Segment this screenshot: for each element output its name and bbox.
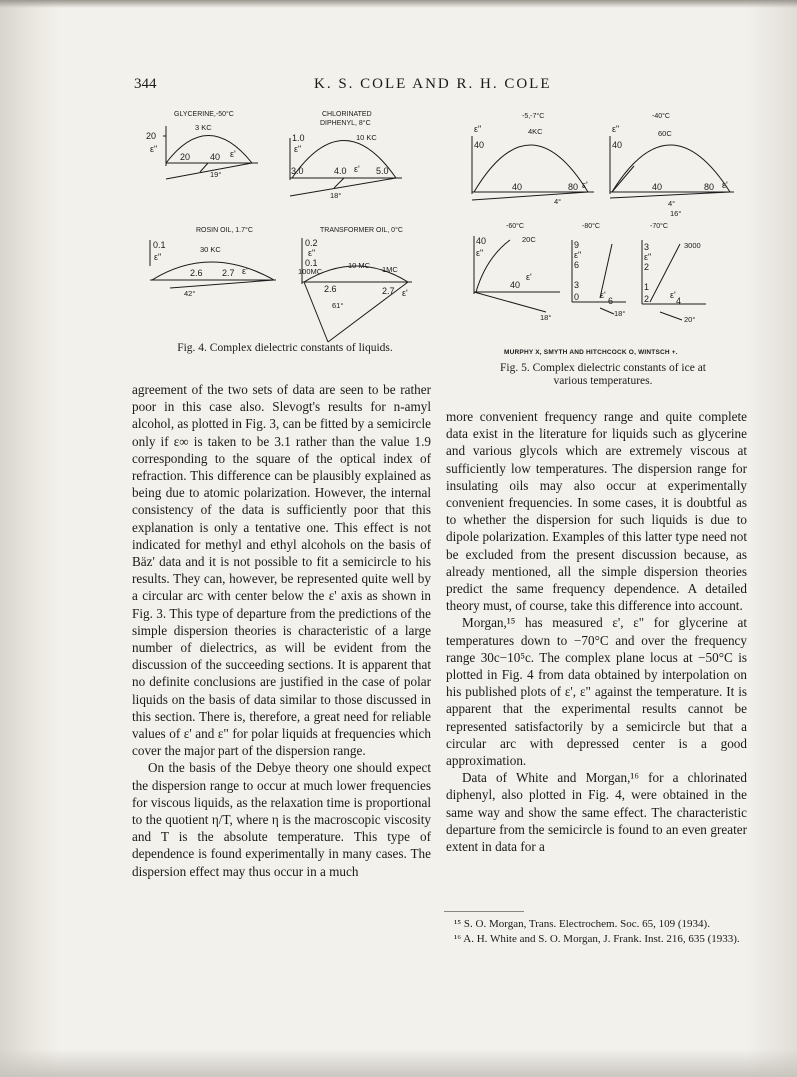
fig4-transformer-xtick-2: 2.7 <box>382 286 395 296</box>
fig4-chlorinated-title-1: CHLORINATED <box>322 111 372 118</box>
fig4-transformer-xtick-1: 2.6 <box>324 284 337 294</box>
fig4-glycerine-arc <box>166 136 252 164</box>
fig5-t5-plot <box>468 108 598 208</box>
fig5-t60-eps1: ε' <box>526 272 532 282</box>
fig4-transformer-radius-2 <box>328 282 408 342</box>
fig5-t80-angle: 18° <box>614 309 626 318</box>
fig5-t60-title: -60°C <box>506 223 524 230</box>
fig5-t60-ytick: 40 <box>476 236 487 246</box>
fig5-t5-angle: 4° <box>554 197 562 206</box>
fig4-glycerine-xtick-2: 40 <box>210 152 221 162</box>
fig4-glycerine-eps1: ε' <box>230 149 236 159</box>
fig4-caption: Fig. 4. Complex dielectric constants of liquids. <box>177 342 393 354</box>
fig5-t5-radius <box>472 192 588 200</box>
left-paragraph-1: agreement of the two sets of data are seen to be rather poor in this case also. Slevogt's results for n-amyl alcohol, as plotted in Fig. 3, can be fitted by a semicircle only if ε∞ is taken to be 3.1 rather than the value 1.9 corresponding to the square of the optical index of refraction. This difference can be plausibly explained as being due to atomic polarization. However, the internal consistency of the data is sufficiently poor that this explanation is only a tentative one. This effect is not indicated for methyl and ethyl alcohols on the basis of Bäz' data and it is not possible to fit a semicircle to his results. They can, however, be represented quite well by a circular arc with center below the ε' axis as shown in Fig. 3. This type of departure from the predictions of the simple dispersion theories is characteristic of a large number of dielectrics, as will be evident from the discussion of the succeeding sections. It is apparent that no definite conclusions are justified in the case of polar liquids on the basis of data similar to those discussed in this section. There is, therefore, a great need for reliable values of ε' and ε" for polar liquids at frequencies which cover the major part of the dispersion range. <box>132 382 431 759</box>
right-column <box>446 408 747 855</box>
page-header <box>134 76 774 98</box>
fig5-t70-freq: 3000 <box>684 241 701 250</box>
right-paragraph-1: more convenient frequency range and quite complete data exist in the literature for liquids such as glycerine and various glycols which are extremely viscous at sufficiently low temperatures. The dispersion range for insulating oils may also occur at experimentally convenient frequencies. In some cases, it is doubtful as to whether the dispersion for such liquids is due to dipole polarization. Examples of this latter type need not be excluded from the present discussion because, as already mentioned, all the simple dispersion theories predict the same frequency dependence. A detailed theory must, of course, take this difference into account. <box>446 409 747 614</box>
fig5-t40-eps2: ε" <box>612 124 620 134</box>
fig5-t40-angle-2: 16° <box>670 209 682 218</box>
fig5-t70-ytick-1: 3 <box>644 242 650 252</box>
fig4-chlorinated-angle: 18° <box>330 191 342 200</box>
fig5-t80-title: -80°C <box>582 223 600 230</box>
fig4-transformer-freq-1: 10 MC <box>348 261 371 270</box>
fig4-chlorinated-ytick: 1.0 <box>292 133 305 143</box>
fig4-chlorinated-radius <box>290 178 396 196</box>
fig5-t70-ytick-2: 2 <box>644 262 650 272</box>
fig4-glycerine-ytick: 20 <box>146 131 157 141</box>
fig5-t40-title: -40°C <box>652 113 670 120</box>
right-paragraph-2: Morgan,¹⁵ has measured ε', ε" for glycerine at temperatures down to −70°C and over the frequency range 30c−10⁵c. The complex plane locus at −50°C is plotted in Fig. 4 from data obtained by interpolation on his published plots of ε', ε" against the temperature. It is apparent that the experimental results cannot be represented satisfactorily by a semicircle but that a circular arc with depressed center is a good approximation. <box>446 615 747 769</box>
footnote-16: ¹⁶ A. H. White and S. O. Morgan, J. Frank. Inst. 216, 635 (1933). <box>454 932 740 945</box>
fig5-t5-xtick-2: 80 <box>568 182 579 192</box>
fig5-t5-eps2: ε" <box>474 124 482 134</box>
fig4-transformer-freq-2: 1MC <box>382 265 398 274</box>
fig5-t80-xtick-2: 6 <box>608 296 614 306</box>
page-edge-bottom <box>0 1049 797 1077</box>
fig5-t5-freq: 4KC <box>528 127 543 136</box>
page-edge-left <box>0 0 60 1077</box>
fig5-t80-ytick-3: 3 <box>574 280 580 290</box>
fig5-t5-title: -5,-7°C <box>522 113 545 120</box>
fig5-t70-ytick-3: 1 <box>644 282 650 292</box>
fig4-glycerine-eps2: ε" <box>150 144 158 154</box>
right-paragraph-3: Data of White and Morgan,¹⁶ for a chlorinated diphenyl, also plotted in Fig. 4, were obtained in the same way and show the same effect. The characteristic departure from the semicircle is found to an even greater extent in data for a <box>446 770 747 855</box>
fig5-caption-line-2: various temperatures. <box>553 375 653 387</box>
fig4-chlorinated-eps2: ε" <box>294 144 302 154</box>
fig5-t60-xtick: 40 <box>510 280 521 290</box>
fig5-t40-plot <box>606 108 738 220</box>
footnote-rule <box>444 911 524 912</box>
fig4-rosin-plot <box>140 224 280 304</box>
fig5-t80-eps2: ε" <box>574 250 582 260</box>
fig5-t80-ytick-2: 6 <box>574 260 580 270</box>
fig4-chlorinated-xtick-3: 5.0 <box>376 166 389 176</box>
page-edge-right <box>747 0 797 1077</box>
left-paragraph-2: On the basis of the Debye theory one should expect the dispersion range to occur at much lower frequencies for viscous liquids, as the relaxation time is proportional to the quotient η/T, where η is the macroscopic viscosity and T is the absolute temperature. This type of dependence is found experimentally in many cases. The dispersion effect may thus occur in a much <box>132 760 431 879</box>
fig4-rosin-title: ROSIN OIL, 1.7°C <box>196 227 253 234</box>
fig5-t40-line <box>612 166 634 192</box>
fig4-glycerine-freq: 3 KC <box>195 123 212 132</box>
left-column <box>132 381 431 880</box>
fig5-t70-plot <box>636 218 726 328</box>
running-title: K. S. COLE AND R. H. COLE <box>314 76 552 92</box>
fig4-transformer-ytick-2: 0.1 <box>305 258 318 268</box>
fig4-rosin-eps1: ε' <box>242 266 248 276</box>
fig4-transformer-angle: 61° <box>332 301 344 310</box>
fig4-glycerine-angle: 19° <box>210 170 222 179</box>
footnotes <box>444 918 745 947</box>
fig5-t60-eps2: ε" <box>476 248 484 258</box>
fig5-caption <box>468 362 738 388</box>
fig4-rosin-arc <box>152 262 274 280</box>
fig4-chlorinated-plot <box>284 108 414 198</box>
page-number: 344 <box>134 76 157 92</box>
fig4-glycerine-title: GLYCERINE,-50°C <box>174 111 234 118</box>
footnote-15: ¹⁵ S. O. Morgan, Trans. Electrochem. Soc. 65, 109 (1934). <box>454 918 710 930</box>
fig4-transformer-plot <box>296 224 426 354</box>
fig5-caption-line-1: Fig. 5. Complex dielectric constants of ice at <box>500 362 706 374</box>
fig5-t70-xtick-1: 2 <box>644 294 650 304</box>
fig4-chlorinated-title-2: DIPHENYL, 8°C <box>320 120 371 127</box>
fig5-t70-angle: 20° <box>684 315 696 324</box>
fig5-t5-eps1: ε' <box>582 180 588 190</box>
fig4-transformer-lowfreq: 100MC <box>298 267 323 276</box>
fig4-transformer-eps1: ε' <box>402 288 408 298</box>
fig4-chlorinated-freq: 10 KC <box>356 133 377 142</box>
fig4-glycerine-plot <box>140 108 270 188</box>
fig4-glycerine-xtick-1: 20 <box>180 152 191 162</box>
fig4-transformer-ytick-1: 0.2 <box>305 238 318 248</box>
fig5-t40-ytick: 40 <box>612 140 623 150</box>
fig4-rosin-ytick: 0.1 <box>153 240 166 250</box>
fig5-t80-plot <box>566 218 636 322</box>
fig5-t60-radius <box>474 292 546 312</box>
fig5-t70-title: -70°C <box>650 223 668 230</box>
fig5-t80-ytick-1: 9 <box>574 240 580 250</box>
fig5-t40-xtick-1: 40 <box>652 182 663 192</box>
fig5-t40-xtick-2: 80 <box>704 182 715 192</box>
fig4-chlorinated-xtick-1: 3.0 <box>291 166 304 176</box>
fig5-t70-eps2: ε" <box>644 252 652 262</box>
fig4-rosin-radius <box>170 280 274 288</box>
fig4-transformer-title: TRANSFORMER OIL, 0°C <box>320 227 403 234</box>
fig5-t80-xtick-1: 0 <box>574 292 580 302</box>
fig5-t40-eps1: ε' <box>722 180 728 190</box>
fig5-t60-angle: 18° <box>540 313 552 322</box>
fig5-t5-xtick-1: 40 <box>512 182 523 192</box>
fig5-t40-angle-1: 4° <box>668 199 676 208</box>
fig4-rosin-freq: 30 KC <box>200 245 221 254</box>
fig5-t60-plot <box>470 218 570 322</box>
fig4-chlorinated-eps1: ε' <box>354 164 360 174</box>
fig5-credit: MURPHY X, SMYTH AND HITCHCOCK O, WINTSCH +. <box>504 349 678 356</box>
fig5-t70-eps1: ε' <box>670 290 676 300</box>
fig5-t5-ytick: 40 <box>474 140 485 150</box>
fig4-rosin-xtick-1: 2.6 <box>190 268 203 278</box>
fig5-t70-xtick-2: 4 <box>676 296 682 306</box>
page-edge-top <box>0 0 797 8</box>
fig5-t40-radius <box>610 192 730 198</box>
fig4-rosin-angle: 42° <box>184 289 196 298</box>
fig4-rosin-xtick-2: 2.7 <box>222 268 235 278</box>
fig4-rosin-eps2: ε" <box>154 252 162 262</box>
fig5-t80-eps1: ε' <box>600 290 606 300</box>
fig5-t40-freq: 60C <box>658 129 672 138</box>
fig4-chlorinated-xtick-2: 4.0 <box>334 166 347 176</box>
fig5-t60-freq: 20C <box>522 235 536 244</box>
fig4-glycerine-radius <box>166 163 252 179</box>
fig4-transformer-eps2: ε" <box>308 248 316 258</box>
